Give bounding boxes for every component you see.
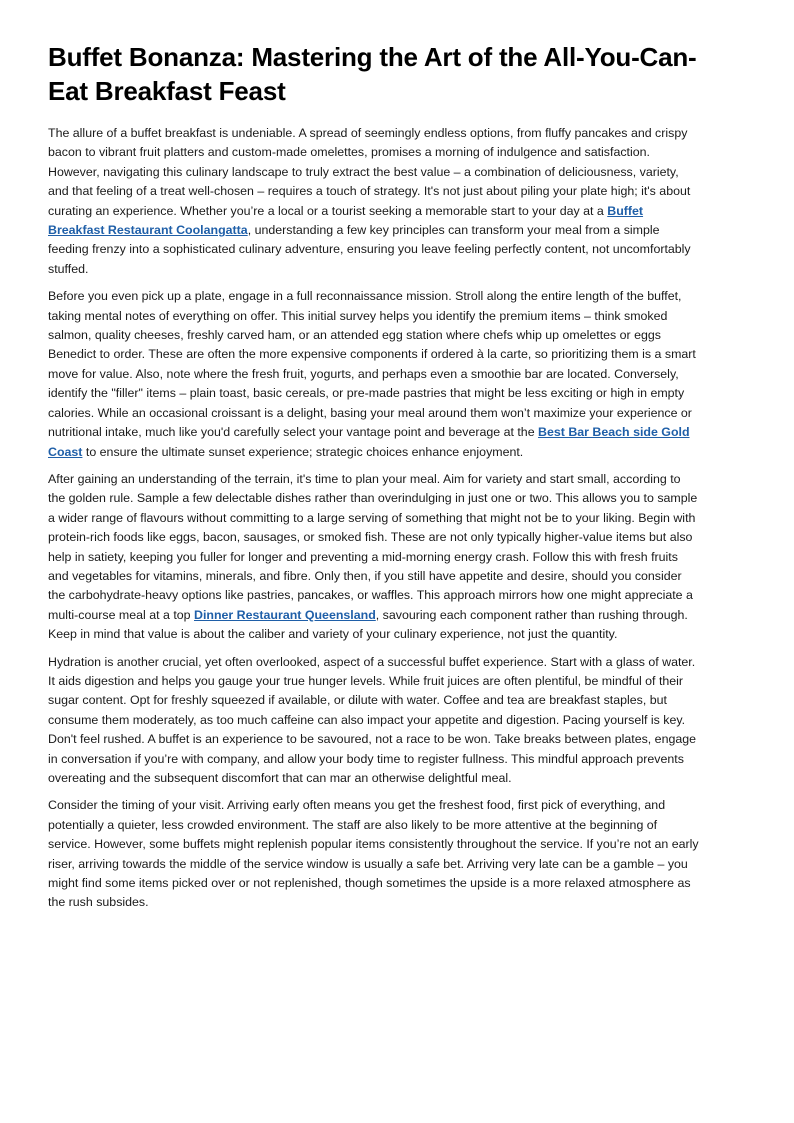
page-title: Buffet Bonanza: Mastering the Art of the All-You-Can-Eat Breakfast Feast <box>48 42 697 106</box>
paragraph-hydration <box>48 653 700 789</box>
paragraph-text: , understanding a few key principles can transform your meal from a simple feeding frenzy into a sophisticated culinary adventure, ensuring you leave feeling perfectly content, not uncomfortably stuffed. <box>48 223 691 276</box>
paragraph-text: Consider the timing of your visit. Arriving early often means you get the freshest food, first pick of everything, and potentially a quieter, less crowded environment. The staff are also likely to be more attentive at the beginning of service. However, some buffets might replenish popular items consistently throughout the service. If you’re not an early riser, arriving towards the middle of the service window is usually a safe bet. Arriving very late can be a gamble – you might find some items picked over or not replenished, though sometimes the upside is a more relaxed atmosphere as the rush subsides. <box>48 798 699 910</box>
link-buffet-breakfast-restaurant-coolangatta[interactable]: Buffet Breakfast Restaurant Coolangatta <box>48 203 644 238</box>
paragraph-text: After gaining an understanding of the terrain, it's time to plan your meal. Aim for variety and start small, according to the golden rule. Sample a few delectable dishes rather than overindulging in just one or two. This allows you to sample a wider range of flavours without committing to a large serving of something that might not be to your liking. Begin with protein-rich foods like eggs, bacon, sausages, or smoked fish. These are not only typically higher-value items but also help in satiety, keeping you fuller for longer and preventing a mid-morning energy crash. Follow this with fresh fruits and vegetables for vitamins, minerals, and fibre. Only then, if you still have appetite and desire, should you consider the carbohydrate-heavy options like pastries, pancakes, or waffles. This approach mirrors how one might appreciate a multi-course meal at a top <box>48 471 698 622</box>
document-page <box>48 40 700 921</box>
link-best-bar-beach-side-gold-coast[interactable]: Best Bar Beach side Gold Coast <box>48 425 690 459</box>
paragraph-text: , savouring each component rather than rushing through. Keep in mind that value is about the caliber and variety of your culinary experience, not just the quantity. <box>48 607 688 642</box>
paragraph-text: to ensure the ultimate sunset experience; strategic choices enhance enjoyment. <box>82 444 524 459</box>
paragraph-text: Hydration is another crucial, yet often overlooked, aspect of a successful buffet experience. Start with a glass of water. It aids digestion and helps you gauge your true hunger levels. While fruit juices are often plentiful, be mindful of their sugar content. Opt for freshly squeezed if available, or dilute with water. Coffee and tea are breakfast staples, but consume them moderately, as too much caffeine can also impact your appetite and digestion. Pacing yourself is key. Don't feel rushed. A buffet is an experience to be savoured, not a race to be won. Take breaks between plates, engage in conversation if you’re with company, and allow your body time to register fullness. This mindful approach prevents overeating and the subsequent discomfort that can mar an otherwise delightful meal. <box>48 654 697 785</box>
link-dinner-restaurant-queensland[interactable]: Dinner Restaurant Queensland <box>194 607 376 622</box>
paragraph-plan-meal <box>48 470 700 645</box>
paragraph-reconnaissance <box>48 287 700 462</box>
paragraph-intro <box>48 124 700 279</box>
paragraph-text: Before you even pick up a plate, engage in a full reconnaissance mission. Stroll along the entire length of the buffet, taking mental notes of everything on offer. This initial survey helps you identify the premium items – think smoked salmon, quality cheeses, freshly carved ham, or an attended egg station where chefs whip up omelettes or eggs Benedict to order. These are often the more expensive components if ordered à la carte, so prioritizing them is a smart move for value. Also, note where the fresh fruit, yogurts, and perhaps even a smoothie bar are located. Conversely, identify the "filler" items – plain toast, basic cereals, or pre-made pastries that might be less exciting or high in empty calories. While an occasional croissant is a delight, basing your meal around them won’t maximize your experience or nutritional intake, much like you'd carefully select your vantage point and beverage at the <box>48 289 696 440</box>
paragraph-text: The allure of a buffet breakfast is undeniable. A spread of seemingly endless options, from fluffy pancakes and crispy bacon to vibrant fruit platters and custom-made omelettes, promises a morning of indulgence and satisfaction. However, navigating this culinary landscape to truly extract the best value – a combination of deliciousness, variety, and that feeling of a treat well-chosen – requires a touch of strategy. It's not just about piling your plate high; it's about curating an experience. Whether you’re a local or a tourist seeking a memorable start to your day at a <box>48 126 691 218</box>
paragraph-timing <box>48 796 700 912</box>
